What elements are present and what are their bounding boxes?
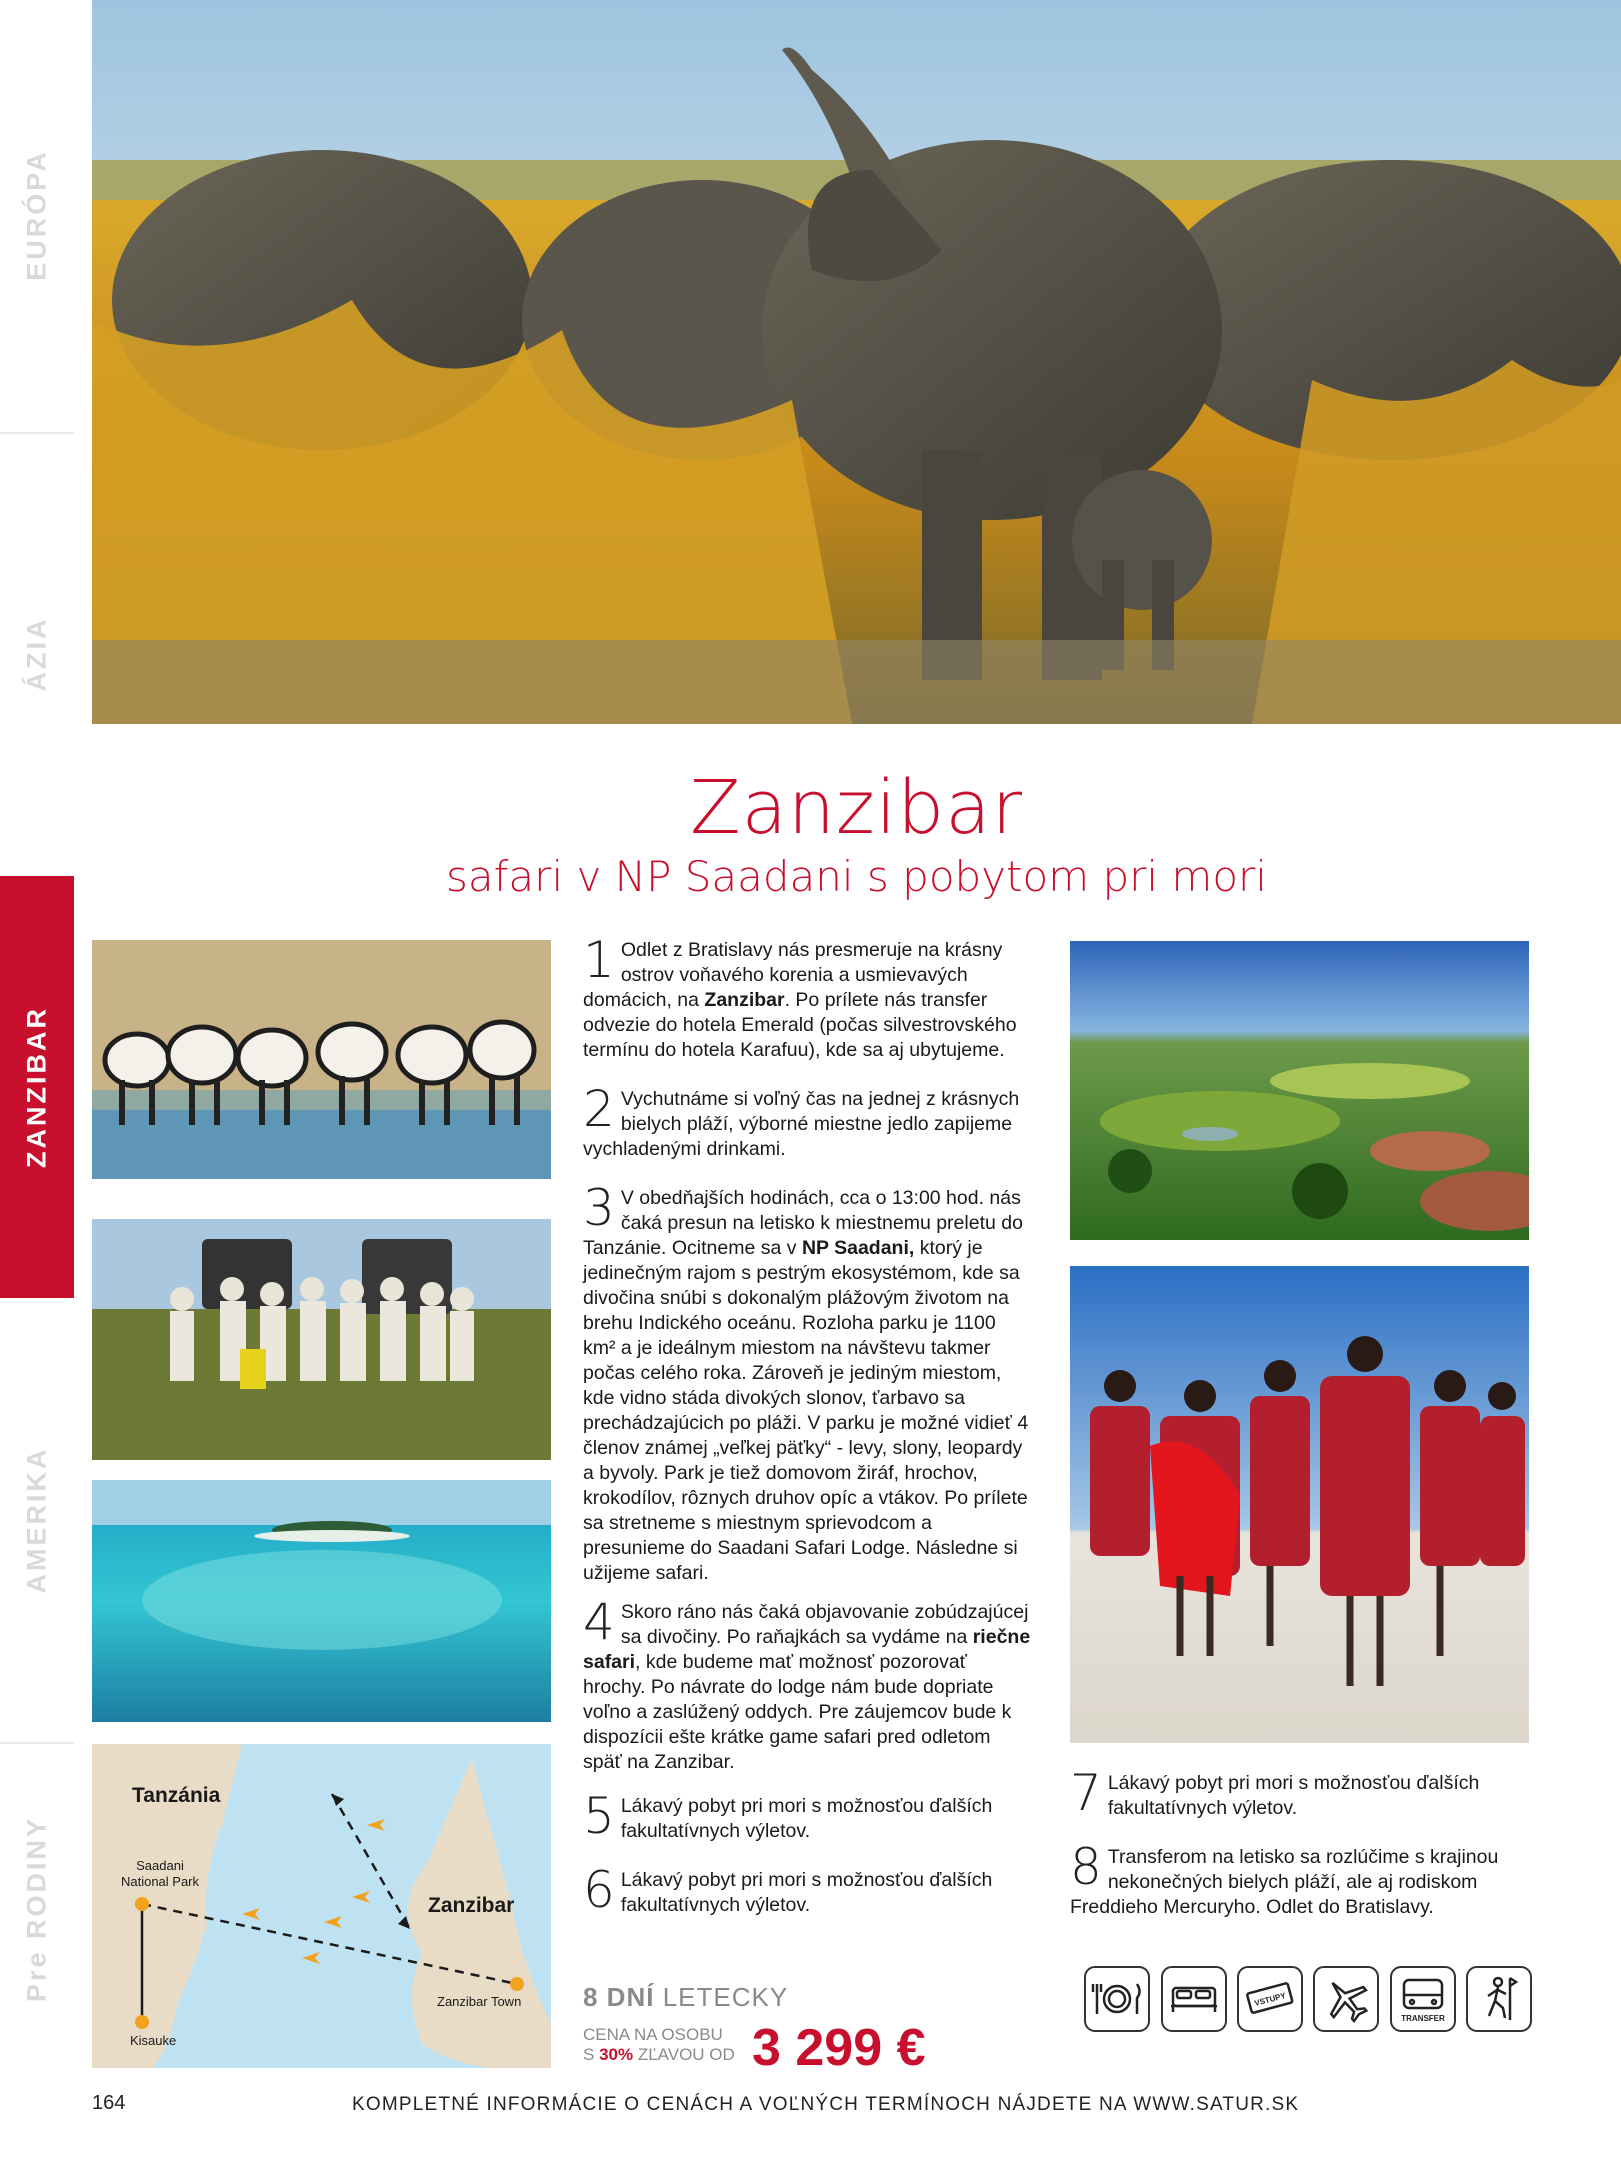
flight-icon: [1313, 1966, 1379, 2032]
savanna-landscape-photo: [1070, 941, 1529, 1240]
itinerary-day-6: 6 Lákavý pobyt pri mori s možnosťou ďalších fakultatívnych výletov.: [583, 1861, 993, 1919]
page-subtitle: safari v NP Saadani s pobytom pri mori: [446, 852, 1267, 901]
tickets-icon: [1237, 1966, 1303, 2032]
page-number: 164: [92, 2092, 126, 2114]
lagoon-photo: [92, 1480, 551, 1722]
tickets-label: VSTUPY: [1253, 1990, 1287, 2008]
bed-icon: [1161, 1966, 1227, 2032]
map-label-tanzania: Tanzánia: [132, 1784, 221, 1807]
hero-elephants-photo: [92, 0, 1621, 724]
food-icon: [1084, 1966, 1150, 2032]
route-map: [92, 1744, 551, 2068]
side-tab-zanzibar[interactable]: [0, 876, 74, 1298]
safari-group-photo: [92, 1219, 551, 1460]
map-label-zanzibar-town: Zanzibar Town: [437, 1994, 522, 2009]
zebras-photo: [92, 940, 551, 1179]
side-tab-europa[interactable]: [0, 0, 74, 430]
discount-badge: 30%: [599, 2045, 634, 2064]
day-number: 3: [583, 1179, 615, 1237]
price-value: 3 299 €: [752, 2019, 926, 2077]
side-tab-amerika[interactable]: [0, 1300, 74, 1740]
transfer-label: TRANSFER: [1401, 2014, 1445, 2023]
itinerary-day-4: 4 Skoro ráno nás čaká objavovanie zobúdzajúcej sa divočiny. Po raňajkách sa vydáme na riečne safari, kde budeme mať možnosť pozorovať hrochy. Po návrate do lodge nám bude dopriate voľno a zaslúžený oddych. Pre záujemcov bude k dispozícii ešte krátke game safari pred odletom späť na Zanzibar.: [583, 1593, 1031, 1773]
side-tab-label: ÁZIA: [21, 616, 52, 692]
side-tab-label: AMERIKA: [21, 1446, 52, 1594]
maasai-photo: [1070, 1266, 1529, 1743]
itinerary-day-7: 7 Lákavý pobyt pri mori s možnosťou ďalších fakultatívnych výletov.: [1070, 1764, 1480, 1822]
itinerary-day-5: 5 Lákavý pobyt pri mori s možnosťou ďalších fakultatívnych výletov.: [583, 1787, 993, 1845]
itinerary-day-2: 2 Vychutnáme si voľný čas na jednej z krásnych bielych pláží, výborné miestne jedlo zapijeme vychladenými drinkami.: [583, 1080, 1020, 1160]
map-label-saadani: Saadani National Park: [120, 1858, 200, 1889]
hiking-icon: [1466, 1966, 1532, 2032]
transfer-bus-icon: [1390, 1966, 1456, 2032]
side-tab-label: EURÓPA: [21, 149, 52, 281]
side-tab-azia[interactable]: [0, 434, 74, 874]
map-label-kisauke: Kisauke: [130, 2033, 177, 2048]
itinerary-day-3: 3 V obedňajších hodinách, cca o 13:00 hod. nás čaká presun na letisko k miestnemu preletu do Tanzánie. Ocitneme sa v NP Saadani, ktorý je jedinečným rajom s pestrým ekosystémom, kde sa divočina snúbi s dokonalým plážovým životom na brehu Indického oceánu. Rozloha parku je 1100 km² a je ideálnym miestom na návštevu takmer počas celého roka. Zároveň je jediným miestom, kde vidno stáda divokých slonov, ťarbavo sa prechádzajúcich po pláži. V parku je možné vidieť 4 členov známej „veľkej päťky“ - levy, slony, leopardy a byvoly. Park je tiež domovom žiráf, hrochov, krokodílov, rôznych druhov opíc a vtákov. Po prílete sa stretneme s miestnym sprievodcom a presunieme do Saadani Safari Lodge. Následne si užijeme safari.: [583, 1179, 1029, 1584]
page-title: Zanzibar: [689, 765, 1024, 851]
itinerary-day-8: 8 Transferom na letisko sa rozlúčime s krajinou nekonečných bielych pláží, ale aj rodiskom Freddieho Mercuryho. Odlet do Bratislavy.: [1070, 1838, 1499, 1918]
day-number: 5: [583, 1787, 615, 1845]
day-number: 7: [1070, 1764, 1102, 1822]
day-number: 4: [583, 1593, 615, 1651]
day-number: 2: [583, 1080, 615, 1138]
price-caption: CENA NA OSOBU S 30% ZĽAVOU OD: [583, 2025, 735, 2064]
side-tab-label: Pre RODINY: [21, 1815, 52, 2003]
day-number: 1: [583, 931, 615, 989]
itinerary-day-1: 1 Odlet z Bratislavy nás presmeruje na krásny ostrov voňavého korenia a usmievavých domácich, na Zanzibar. Po prílete nás transfer odvezie do hotela Emerald (počas silvestrovského termínu do hotela Karafuu), kde sa aj ubytujeme.: [583, 931, 1017, 1061]
side-tab-rodiny[interactable]: [0, 1744, 74, 2074]
side-tab-label: ZANZIBAR: [21, 1006, 52, 1168]
day-number: 6: [583, 1861, 615, 1919]
trip-length-label: 8 DNÍ LETECKY: [583, 1982, 789, 2012]
day-number: 8: [1070, 1838, 1102, 1896]
footer-info: KOMPLETNÉ INFORMÁCIE O CENÁCH A VOĽNÝCH TERMÍNOCH NÁJDETE NA WWW.SATUR.SK: [352, 2094, 1300, 2115]
map-label-zanzibar: Zanzibar: [428, 1894, 515, 1917]
